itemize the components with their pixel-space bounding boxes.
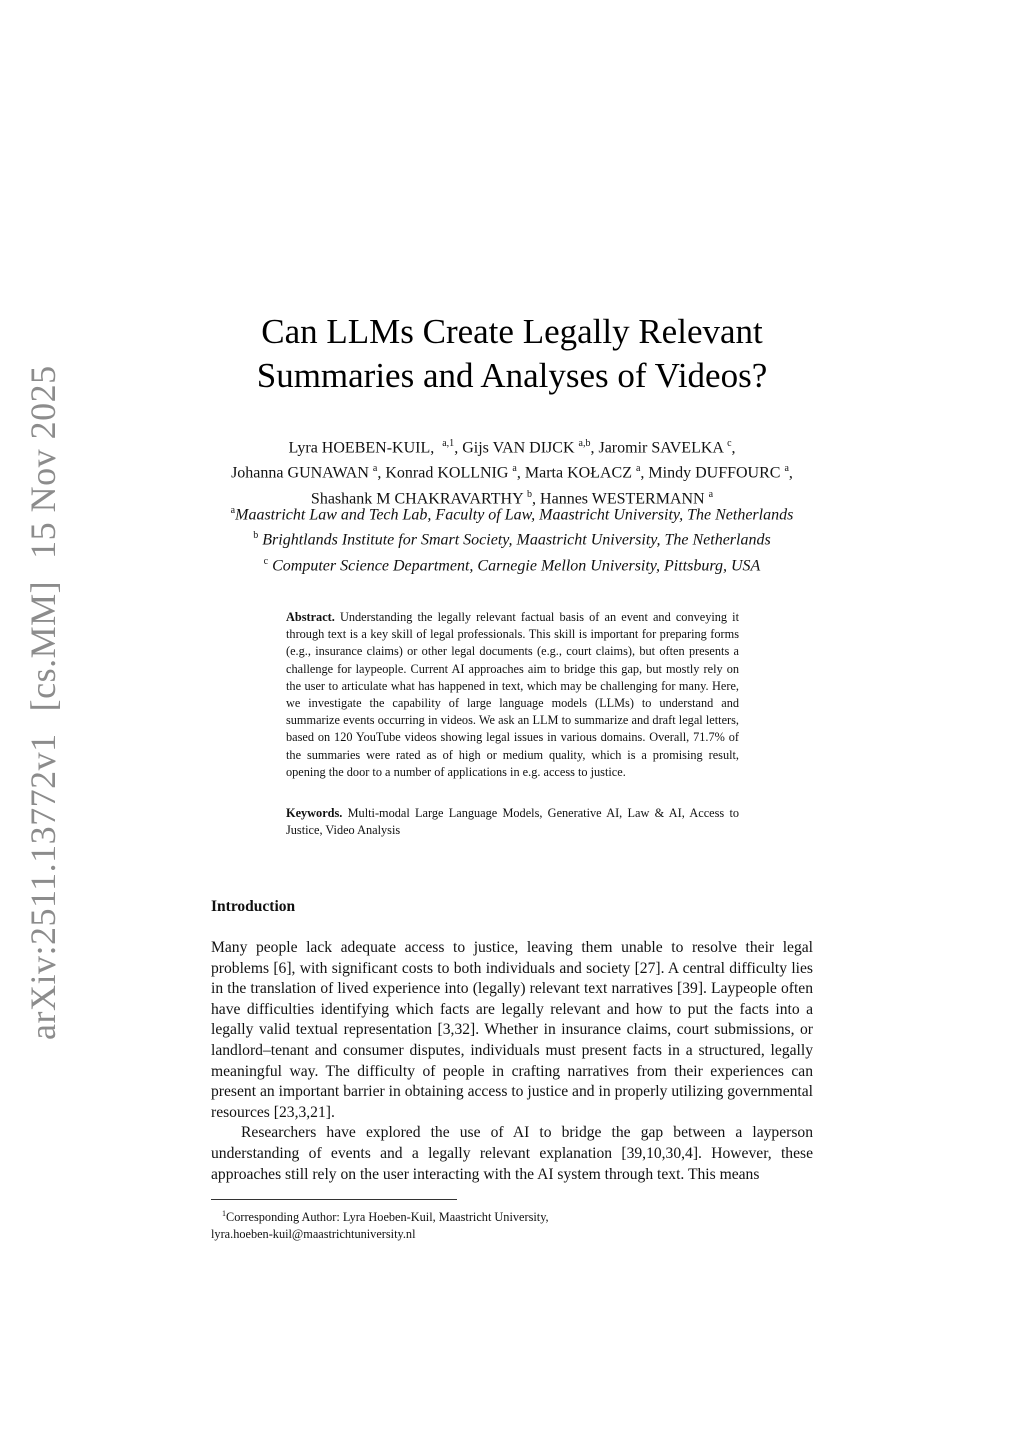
author-sup: a [372,463,378,475]
footnote-line-1 [211,1205,813,1226]
paragraph-2: Researchers have explored the use of AI to bridge the gap between a layperson understanding of events and a legally relevant explanation [39,10,30,4]. However, these approaches still rely on the user interacting with the AI system through text. This means [211,1124,813,1183]
author-sep: , [731,439,736,457]
footnote-divider [211,1199,457,1200]
paper-title [212,310,812,398]
author-sup: a,1 [442,438,455,449]
author-name: , Konrad KOLLNIG [377,464,509,482]
footnote [211,1205,813,1243]
author-sup: a,b [578,438,591,449]
author-name: Lyra HOEBEN-KUIL, [288,439,435,457]
author-line-1 [200,433,824,458]
title-line-2: Summaries and Analyses of Videos? [256,356,768,395]
paragraph-1: Many people lack adequate access to justice, leaving them unable to resolve their legal problems [6], with significant costs to both individuals and society [27]. A central difficulty lies in the translation of lived experience into (legally) relevant text narratives [39]. Laypeople often have difficulties identifying which facts are legally relevant and how to put the facts into a legally valid textual representation [3,32]. Whether in insurance claims, court submissions, or landlord–tenant and consumer disputes, individuals must present facts in a structured, legally meaningful way. The difficulty of people in crafting narratives from their experiences can present an important barrier in obtaining access to justice and in properly utilizing governmental resources [23,3,21]. [211,939,813,1121]
arxiv-id: arXiv:2511.13772v1 [23,733,63,1040]
author-line-2 [200,458,824,483]
affiliation-text: Computer Science Department, Carnegie Mellon University, Pittsburg, USA [272,556,761,574]
author-name: Johanna GUNAWAN [231,464,369,482]
author-name: , Marta KOŁACZ [516,464,632,482]
abstract [286,609,739,781]
author-list [200,433,824,509]
author-name: Shashank M CHAKRAVARTHY [310,489,524,507]
arxiv-stamp [22,343,64,1040]
affiliation-a [200,500,824,525]
title-line-1: Can LLMs Create Legally Relevant [261,312,763,351]
affiliation-c [200,551,824,576]
section-heading: Introduction [211,898,296,915]
author-name: , Mindy DUFFOURC [640,464,781,482]
author-name: , Gijs VAN DIJCK [454,439,575,457]
author-name: , Jaromir SAVELKA [590,439,724,457]
author-sup: a [708,488,714,500]
footnote-email[interactable]: lyra.hoeben-kuil@maastrichtuniversity.nl [211,1227,416,1242]
body-text [211,938,813,1185]
affiliation-mark: a [230,505,236,516]
keywords-label: Keywords. [286,806,343,820]
affiliation-b [200,525,824,550]
affiliation-mark: c [263,555,269,567]
author-sup: b [527,488,533,500]
author-sup: a [635,463,641,475]
arxiv-category: [cs.MM] [23,580,63,712]
affiliation-mark: b [253,530,259,542]
footnote-mark: 1 [222,1209,226,1218]
keywords-text: Multi-modal Large Language Models, Generative AI, Law & AI, Access to Justice, Video Analysis [286,806,740,838]
author-name: , Hannes WESTERMANN [532,489,705,507]
keywords [286,805,739,839]
author-sup: a [784,463,789,475]
author-sup: a [512,463,517,475]
abstract-text: Understanding the legally relevant factual basis of an event and conveying it through text is a key skill of legal professionals. This skill is important for preparing forms (e.g., insurance claims) or other legal documents (e.g., court claims), but often presents a challenge for laypeople. Current AI approaches aim to bridge this gap, but mostly rely on the user to articulate what has happened in text, which may be challenging for many. Here, we investigate the capability of large language models (LLMs) to understand and summarize events occurring in videos. We ask an LLM to summarize and draft legal letters, based on 120 YouTube videos showing legal issues in various domains. Overall, 71.7% of the summaries were rated as of high or medium quality, which is a promising result, opening the door to a number of applications in e.g. access to justice. [286,610,740,779]
footnote-text: Corresponding Author: Lyra Hoeben-Kuil, Maastricht University, [226,1210,549,1225]
affiliation-text: Maastricht Law and Tech Lab, Faculty of Law, Maastricht University, The Netherlands [235,506,794,524]
author-sep: , [788,464,793,482]
affiliations [200,500,824,576]
arxiv-date: 15 Nov 2025 [23,365,63,559]
abstract-label: Abstract. [286,610,335,624]
affiliation-text: Brightlands Institute for Smart Society, Maastricht University, The Netherlands [262,531,771,549]
author-sup: c [727,438,732,449]
